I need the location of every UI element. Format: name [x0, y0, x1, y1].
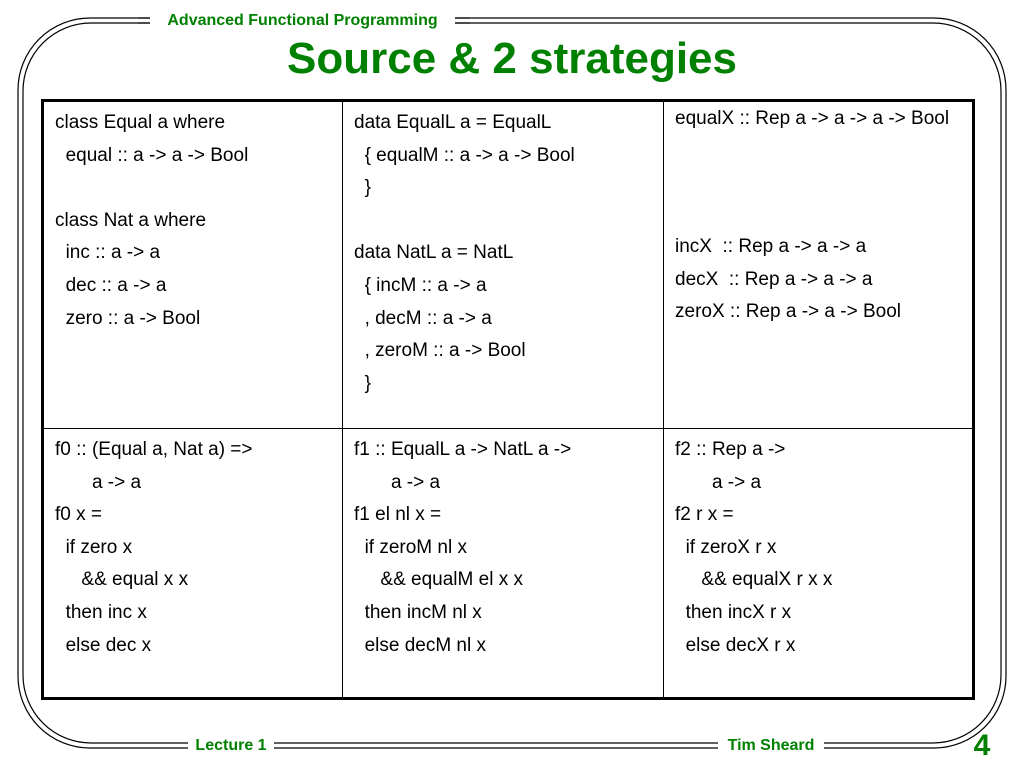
lecture-label: Lecture 1	[188, 736, 274, 756]
table-cell-f1-code: f1 :: EqualL a -> NatL a -> a -> a f1 el nl x = if zeroM nl x && equalM el x x then incM nl x else decM nl x	[343, 429, 664, 699]
course-title: Advanced Functional Programming	[150, 11, 455, 31]
table-cell-f2-code: f2 :: Rep a -> a -> a f2 r x = if zeroX r x && equalX r x x then incX r x else decX r x	[664, 429, 974, 699]
nat-class-code: class Nat a where inc :: a -> a dec :: a -> a zero :: a -> Bool	[55, 209, 207, 329]
equal-class-code: class Equal a where equal :: a -> a -> Bool	[55, 112, 249, 166]
table-cell-typeclass-definitions	[43, 101, 343, 429]
table-row	[43, 429, 974, 699]
table-cell-record-definitions: data EqualL a = EqualL { equalM :: a -> a -> Bool } data NatL a = NatL { incM :: a -> a , decM :: a -> a , zeroM :: a -> Bool }	[343, 101, 664, 429]
author-label: Tim Sheard	[718, 736, 824, 756]
page-number: 4	[973, 729, 991, 762]
equalx-signature: equalX :: Rep a -> a -> a -> Bool	[675, 108, 950, 129]
table-cell-f0-code: f0 :: (Equal a, Nat a) => a -> a f0 x = if zero x && equal x x then inc x else dec x	[43, 429, 343, 699]
table-row	[43, 101, 974, 429]
nat-rep-signatures: incX :: Rep a -> a -> a decX :: Rep a -> a -> a zeroX :: Rep a -> a -> Bool	[675, 236, 902, 323]
table-cell-rep-definitions	[664, 101, 974, 429]
code-comparison-table	[41, 99, 975, 700]
page-title: Source & 2 strategies	[287, 34, 737, 83]
